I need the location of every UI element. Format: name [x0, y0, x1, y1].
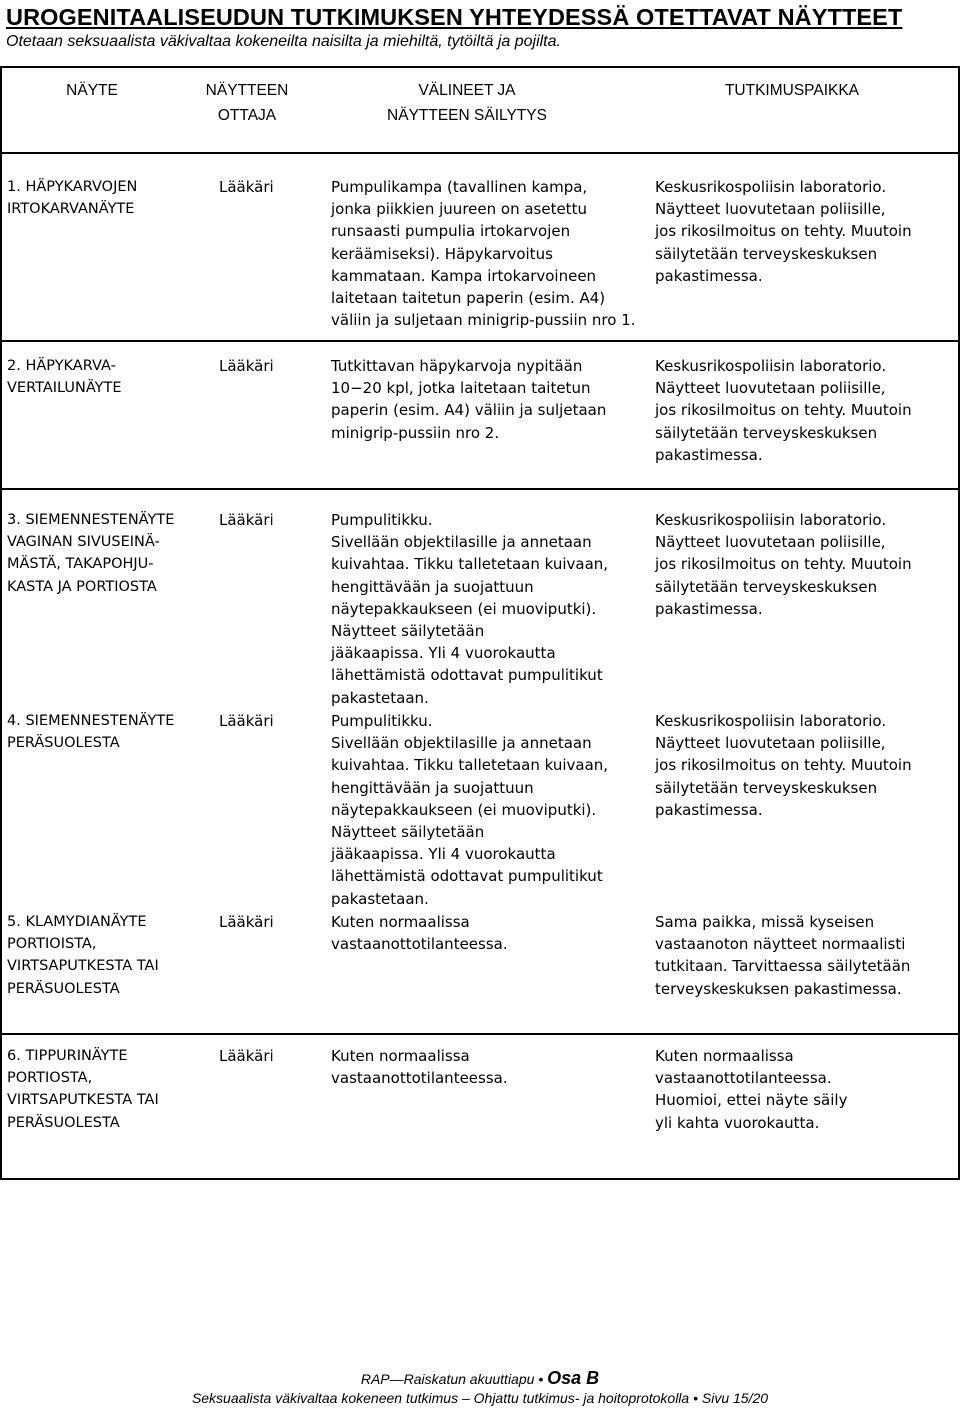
header-divider	[2, 152, 958, 154]
footer-dash: —	[389, 1371, 404, 1387]
footer-brand-line	[0, 1368, 960, 1389]
row-4-sample: 4. SIEMENNESTENÄYTE PERÄSUOLESTA	[7, 713, 175, 752]
row-2-sample: 2. HÄPYKARVA- VERTAILUNÄYTE	[7, 358, 122, 397]
row-4-taker: Lääkäri	[219, 712, 274, 730]
row-2-taker: Lääkäri	[219, 357, 274, 375]
header-tools: VÄLINEET JA NÄYTTEEN SÄILYTYS	[387, 82, 547, 124]
row-1-tools: Pumpulikampa (tavallinen kampa, jonka piikkien juureen on asetettu runsaasti pumpulia irtokarvojen keräämiseksi). Häpykarvoitus kammataan. Kampa irtokarvoineen laitetaan taitetun paperin (esim. A4) väliin ja suljetaan minigrip-pussiin nro 1.	[331, 178, 636, 330]
row-5-tools: Kuten normaalissa vastaanottotilanteessa.	[331, 913, 508, 954]
row-6-place: Kuten normaalissa vastaanottotilanteessa. Huomioi, ettei näyte säily yli kahta vuorokautta.	[655, 1047, 848, 1132]
row-4-place: Keskusrikospoliisin laboratorio. Näytteet luovutetaan poliisille, jos rikosilmoitus on tehty. Muutoin säilytetään terveyskeskuksen pakastimessa.	[655, 712, 912, 819]
row-divider	[2, 488, 958, 490]
header-sample: NÄYTE	[66, 82, 118, 99]
row-3-sample: 3. SIEMENNESTENÄYTE VAGINAN SIVUSEINÄ- MÄSTÄ, TAKAPOHJU- KASTA JA PORTIOSTA	[7, 512, 175, 595]
row-2-place: Keskusrikospoliisin laboratorio. Näytteet luovutetaan poliisille, jos rikosilmoitus on tehty. Muutoin säilytetään terveyskeskuksen pakastimessa.	[655, 357, 912, 464]
footer-page-line: Seksuaalista väkivaltaa kokeneen tutkimus – Ohjattu tutkimus- ja hoitoprotokolla • Sivu 15/20	[191, 1390, 769, 1406]
row-6-taker: Lääkäri	[219, 1047, 274, 1065]
row-3-place: Keskusrikospoliisin laboratorio. Näytteet luovutetaan poliisille, jos rikosilmoitus on tehty. Muutoin säilytetään terveyskeskuksen pakastimessa.	[655, 511, 912, 618]
row-2-tools: Tutkittavan häpykarvoja nypitään 10−20 kpl, jotka laitetaan taitetun paperin (esim. A4) väliin ja suljetaan minigrip-pussiin nro 2.	[331, 357, 607, 442]
row-5-sample: 5. KLAMYDIANÄYTE PORTIOISTA, VIRTSAPUTKESTA TAI PERÄSUOLESTA	[7, 914, 159, 997]
header-place: TUTKIMUSPAIKKA	[724, 82, 860, 99]
row-6-tools: Kuten normaalissa vastaanottotilanteessa.	[331, 1047, 508, 1088]
row-4-tools: Pumpulitikku. Sivellään objektilasille ja annetaan kuivahtaa. Tikku talletetaan kuivaan, hengittävään ja suojattuun näytepakkaukseen (ei muoviputki). Näytteet säilytetään jääkaapissa. Yli 4 vuorokautta lähettämistä odottavat pumpulitikut pakastetaan.	[331, 712, 609, 908]
bullet-icon: •	[538, 1371, 544, 1387]
row-3-tools: Pumpulitikku. Sivellään objektilasille ja annetaan kuivahtaa. Tikku talletetaan kuivaan, hengittävään ja suojattuun näytepakkaukseen (ei muoviputki). Näytteet säilytetään jääkaapissa. Yli 4 vuorokautta lähettämistä odottavat pumpulitikut pakastetaan.	[331, 511, 609, 707]
footer-part: Osa B	[547, 1368, 600, 1388]
row-1-taker: Lääkäri	[219, 178, 274, 196]
samples-table	[0, 66, 960, 1180]
row-5-taker: Lääkäri	[219, 913, 274, 931]
row-6-sample: 6. TIPPURINÄYTE PORTIOSTA, VIRTSAPUTKESTA TAI PERÄSUOLESTA	[7, 1048, 159, 1131]
row-3-taker: Lääkäri	[219, 511, 274, 529]
page-title: UROGENITAALISEUDUN TUTKIMUKSEN YHTEYDESSÄ OTETTAVAT NÄYTTEET	[6, 4, 903, 30]
row-5-place: Sama paikka, missä kyseisen vastaanoton näytteet normaalisti tutkitaan. Tarvittaessa säilytetään terveyskeskuksen pakastimessa.	[655, 913, 911, 998]
page-subtitle: Otetaan seksuaalista väkivaltaa kokeneilta naisilta ja miehiltä, tytöiltä ja pojilta.	[6, 33, 561, 50]
row-1-sample: 1. HÄPYKARVOJEN IRTOKARVANÄYTE	[7, 179, 138, 218]
row-divider	[2, 1033, 958, 1035]
row-1-place: Keskusrikospoliisin laboratorio. Näytteet luovutetaan poliisille, jos rikosilmoitus on tehty. Muutoin säilytetään terveyskeskuksen pakastimessa.	[655, 178, 912, 285]
header-taker: NÄYTTEEN OTTAJA	[205, 82, 289, 124]
footer-brand: RAP	[360, 1371, 390, 1387]
row-divider	[2, 340, 958, 342]
footer-brand-full: Raiskatun akuuttiapu	[403, 1371, 535, 1387]
